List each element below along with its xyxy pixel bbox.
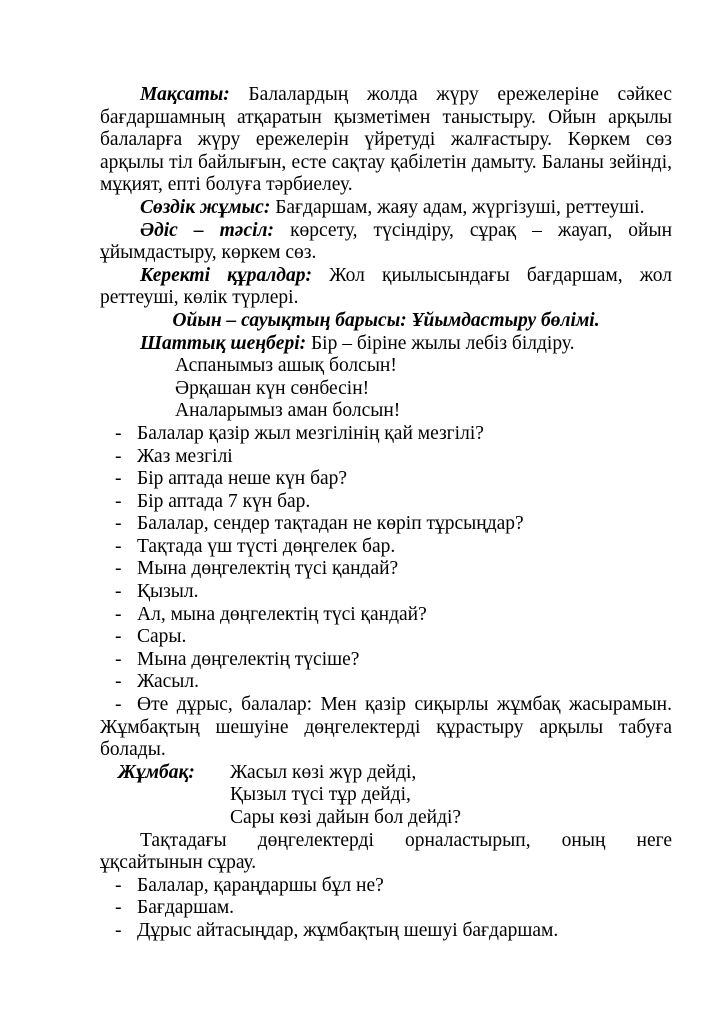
shattyk-label: Шаттық шеңбері: — [140, 332, 307, 354]
list-item — [115, 875, 672, 898]
dash-marker: - — [115, 648, 122, 670]
list-item-text: Мына дөңгелектің түсіше? — [137, 648, 360, 670]
dash-marker: - — [115, 445, 122, 467]
dash-marker: - — [115, 581, 122, 603]
greeting-line: Аспанымыз ашық болсын! — [175, 355, 397, 377]
list-item-text: Балалар, қараңдаршы бұл не? — [137, 874, 384, 896]
list-item-text: Балалар, сендер тақтадан не көріп тұрсыңдар? — [137, 513, 524, 535]
dash-marker: - — [115, 626, 122, 648]
list-item — [115, 581, 672, 604]
riddle-line: Қызыл түсі тұр дейді, — [230, 784, 411, 806]
list-item — [115, 604, 672, 627]
kerekti-text: Жол қиылысындағы бағдаршам, жол реттеуші, көлік түрлері. — [100, 264, 673, 309]
list-item — [115, 626, 672, 649]
list-item-long — [100, 694, 672, 762]
list-item-text: Бір аптада неше күн бар? — [137, 468, 348, 490]
list-item — [115, 468, 672, 491]
dash-marker: - — [115, 490, 122, 512]
section-heading: Ойын – сауықтың барысы: Ұйымдастыру бөлімі. — [172, 309, 600, 331]
riddle-line: Сары көзі дайын бол дейді? — [230, 807, 462, 828]
list-item — [115, 513, 672, 536]
kerekti-label: Керекті құралдар: — [140, 264, 312, 286]
list-item — [115, 446, 672, 469]
dash-marker: - — [115, 422, 122, 444]
dash-marker: - — [115, 603, 122, 625]
dash-marker: - — [115, 558, 122, 580]
list-item — [115, 649, 672, 672]
list-item-text: Тақтада үш түсті дөңгелек бар. — [137, 535, 396, 557]
list-item — [115, 536, 672, 559]
list-item-text: Қызыл. — [137, 581, 199, 603]
dash-marker: - — [115, 919, 122, 941]
paragraph-sozdik — [100, 197, 672, 220]
dash-marker: - — [115, 468, 122, 490]
dash-marker: - — [115, 897, 122, 919]
dash-marker: - — [115, 694, 122, 716]
list-item-text: Мына дөңгелектің түсі қандай? — [137, 558, 399, 580]
riddle-block — [100, 762, 672, 830]
maksaty-label: Мақсаты: — [140, 84, 230, 105]
dash-marker: - — [115, 671, 122, 693]
list-item — [115, 423, 672, 446]
paragraph-maksaty — [100, 84, 672, 197]
list-item-text: Балалар қазір жыл мезгілінің қай мезгілі? — [137, 422, 484, 444]
paragraph-shattyk — [100, 333, 672, 356]
sozdik-text: Бағдаршам, жаяу адам, жүргізуші, реттеуші. — [275, 196, 645, 218]
adis-text: көрсету, түсіндіру, сұрақ – жауап, ойын ұйымдастыру, көркем сөз. — [100, 219, 673, 264]
riddle-label: Жұмбақ: — [118, 761, 195, 783]
adis-label: Әдіс – тәсіл: — [140, 219, 275, 241]
list-item-text: Бір аптада 7 күн бар. — [137, 490, 311, 512]
list-item-text: Дұрыс айтасыңдар, жұмбақтың шешуі бағдаршам. — [137, 919, 559, 941]
list-item — [115, 491, 672, 514]
sozdik-label: Сөздік жұмыс: — [140, 196, 271, 218]
list-item-text: Өте дұрыс, балалар: Мен қазір сиқырлы жұмбақ жасырамын. Жұмбақтың шешуіне дөңгелектерді құрастыру арқылы табуға болады. — [100, 694, 672, 761]
greeting-line: Аналарымыз аман болсын! — [175, 400, 401, 422]
dash-marker: - — [115, 874, 122, 896]
paragraph-kerekti — [100, 265, 672, 310]
greeting-line: Әрқашан күн сөнбесін! — [175, 377, 370, 399]
list-item-text: Жасыл. — [137, 671, 200, 693]
list-item-text: Жаз мезгілі — [137, 445, 233, 467]
dash-marker: - — [115, 535, 122, 557]
list-item-text: Сары. — [137, 626, 187, 648]
paragraph-taktadagy: Тақтадағы дөңгелектерді орналастырып, оның неге ұқсайтынын сұрау. — [100, 829, 672, 874]
dash-marker: - — [115, 513, 122, 535]
list-item — [115, 897, 672, 920]
shattyk-text: Бір – біріне жылы лебіз білдіру. — [310, 332, 575, 354]
maksaty-text: Балалардың жолда жүру ережелеріне сәйкес бағдаршамның атқаратын қызметімен таныстыру. Ойын арқылы балаларға жүру ережелерін үйретуді жалғастыру. Көркем сөз арқылы тіл байлығын, есте сақтау қабілетін дамыту. Баланы зейінді, мұқият, епті болуға тәрбиелеу. — [100, 84, 673, 196]
list-item-text: Ал, мына дөңгелектің түсі қандай? — [137, 603, 427, 625]
paragraph-adis — [100, 220, 672, 265]
list-item-text: Бағдаршам. — [137, 897, 235, 919]
list-item — [115, 920, 672, 943]
list-item — [115, 671, 672, 694]
list-item — [115, 558, 672, 581]
riddle-line: Жасыл көзі жүр дейді, — [230, 761, 417, 783]
